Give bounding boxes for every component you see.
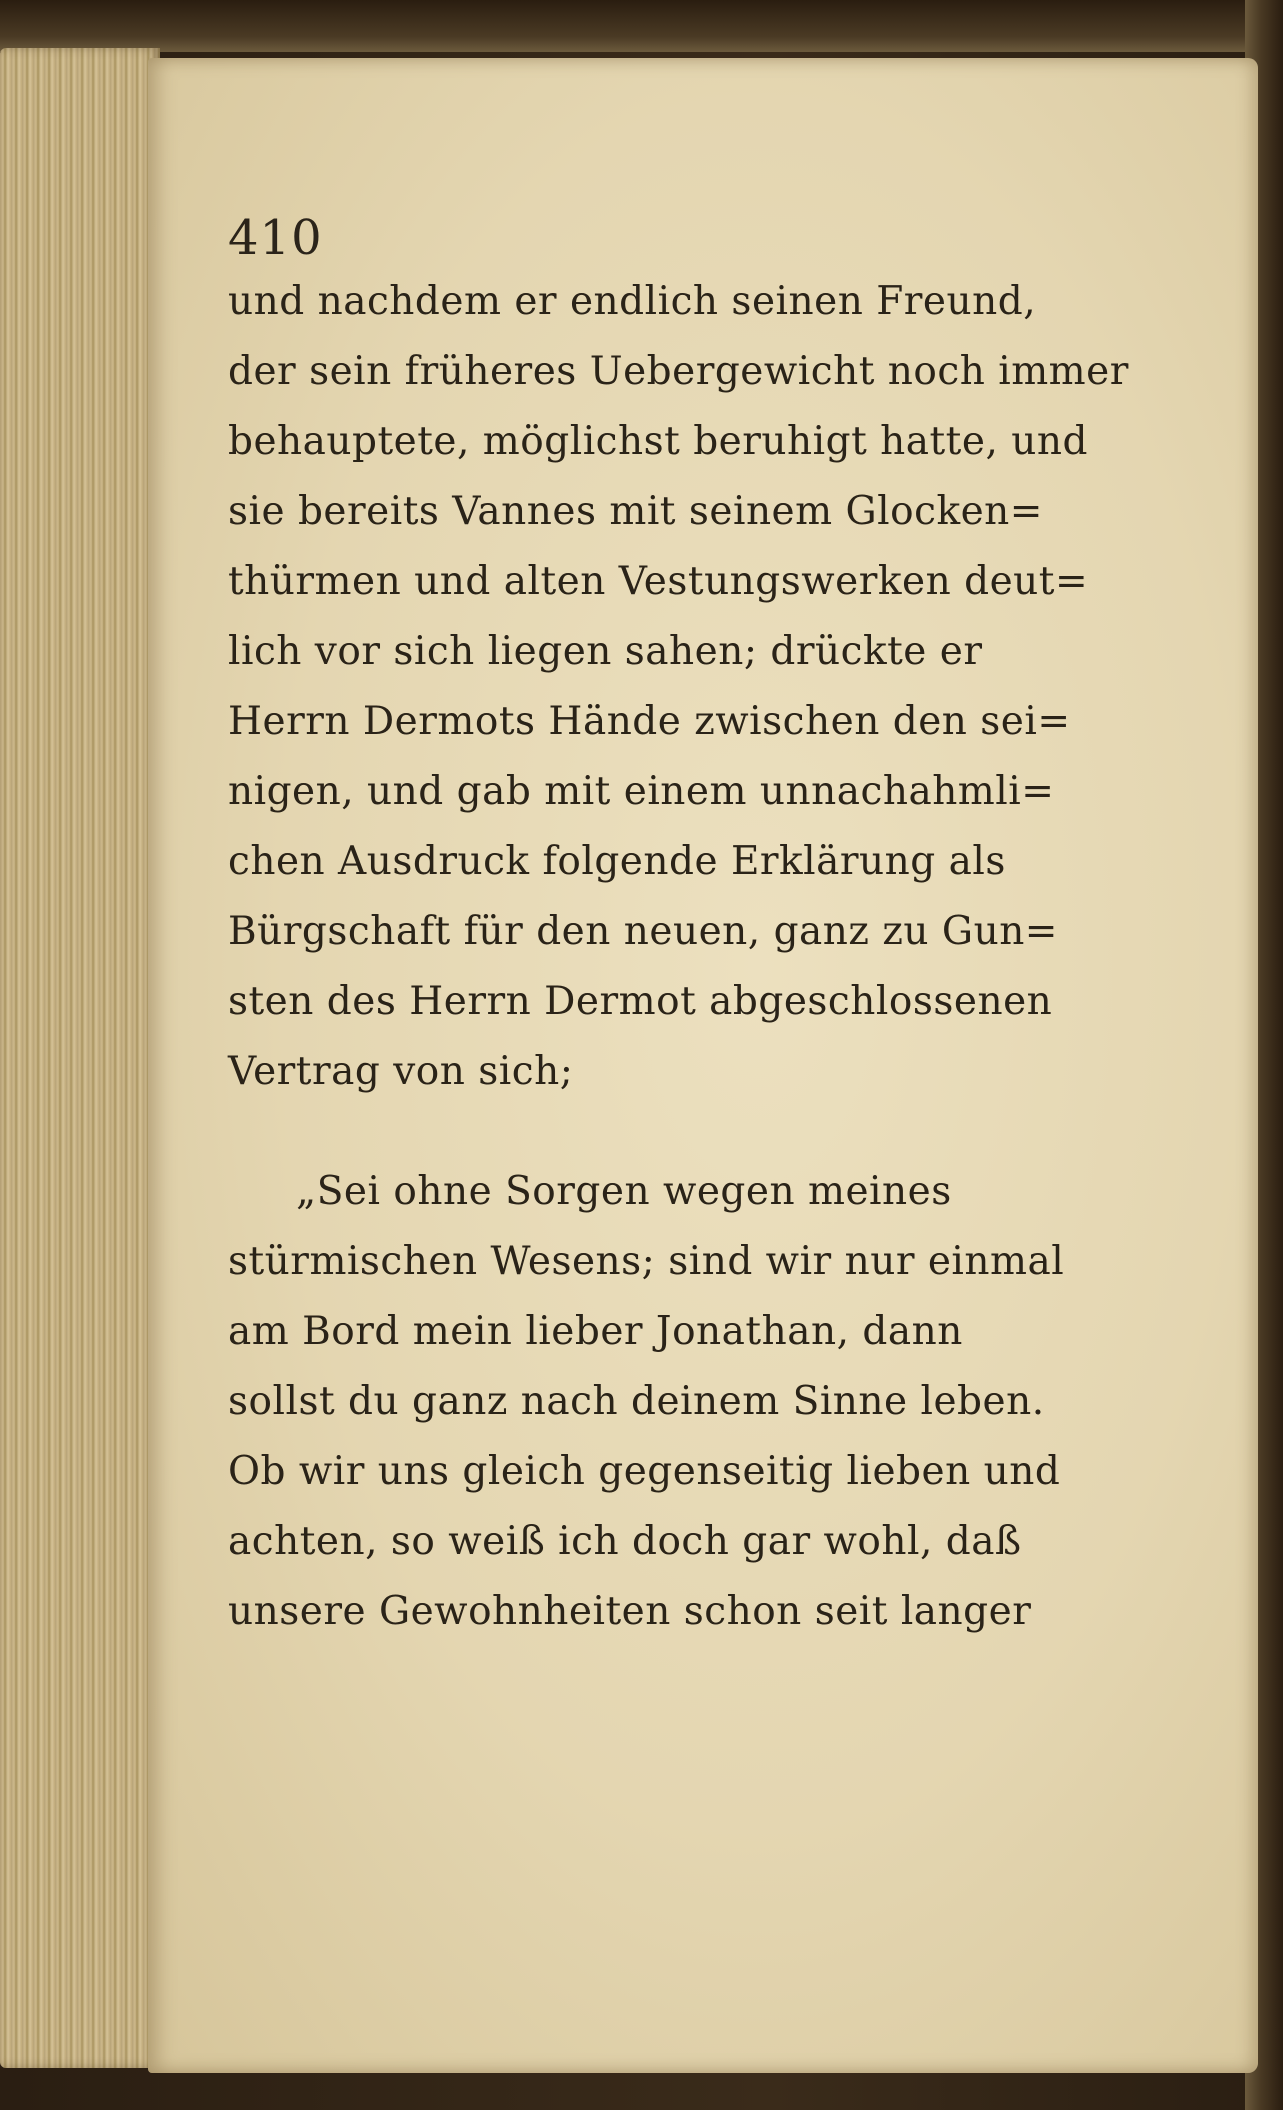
page-number: 410	[228, 210, 323, 266]
text-line: unsere Gewohnheiten schon seit langer	[228, 1589, 1032, 1634]
text-line: Bürgschaft für den neuen, ganz zu Gun=	[228, 909, 1058, 954]
text-line: sie bereits Vannes mit seinem Glocken=	[228, 489, 1043, 534]
text-line: chen Ausdruck folgende Erklärung als	[228, 839, 1006, 884]
page-edges	[0, 48, 160, 2068]
text-line: lich vor sich liegen sahen; drückte er	[228, 629, 983, 674]
text-line: und nachdem er endlich seinen Freund,	[228, 279, 1037, 324]
text-line: „Sei ohne Sorgen wegen meines	[296, 1169, 952, 1214]
text-line: behauptete, möglichst beruhigt hatte, und	[228, 419, 1088, 464]
text-line: am Bord mein lieber Jonathan, dann	[228, 1309, 963, 1354]
text-line: Herrn Dermots Hände zwischen den sei=	[228, 699, 1071, 744]
text-line: Ob wir uns gleich gegenseitig lieben und	[228, 1449, 1061, 1494]
text-line: stürmischen Wesens; sind wir nur einmal	[228, 1239, 1065, 1284]
text-line: achten, so weiß ich doch gar wohl, daß	[228, 1519, 1022, 1564]
text-line: sten des Herrn Dermot abgeschlossenen	[228, 979, 1053, 1024]
text-line: thürmen und alten Vestungswerken deut=	[228, 559, 1089, 604]
text-line: der sein früheres Uebergewicht noch immer	[228, 349, 1129, 394]
book-cover-top	[0, 0, 1283, 52]
text-line: nigen, und gab mit einem unnachahmli=	[228, 769, 1055, 814]
text-line: Vertrag von sich;	[228, 1049, 574, 1094]
text-line: sollst du ganz nach deinem Sinne leben.	[228, 1379, 1045, 1424]
